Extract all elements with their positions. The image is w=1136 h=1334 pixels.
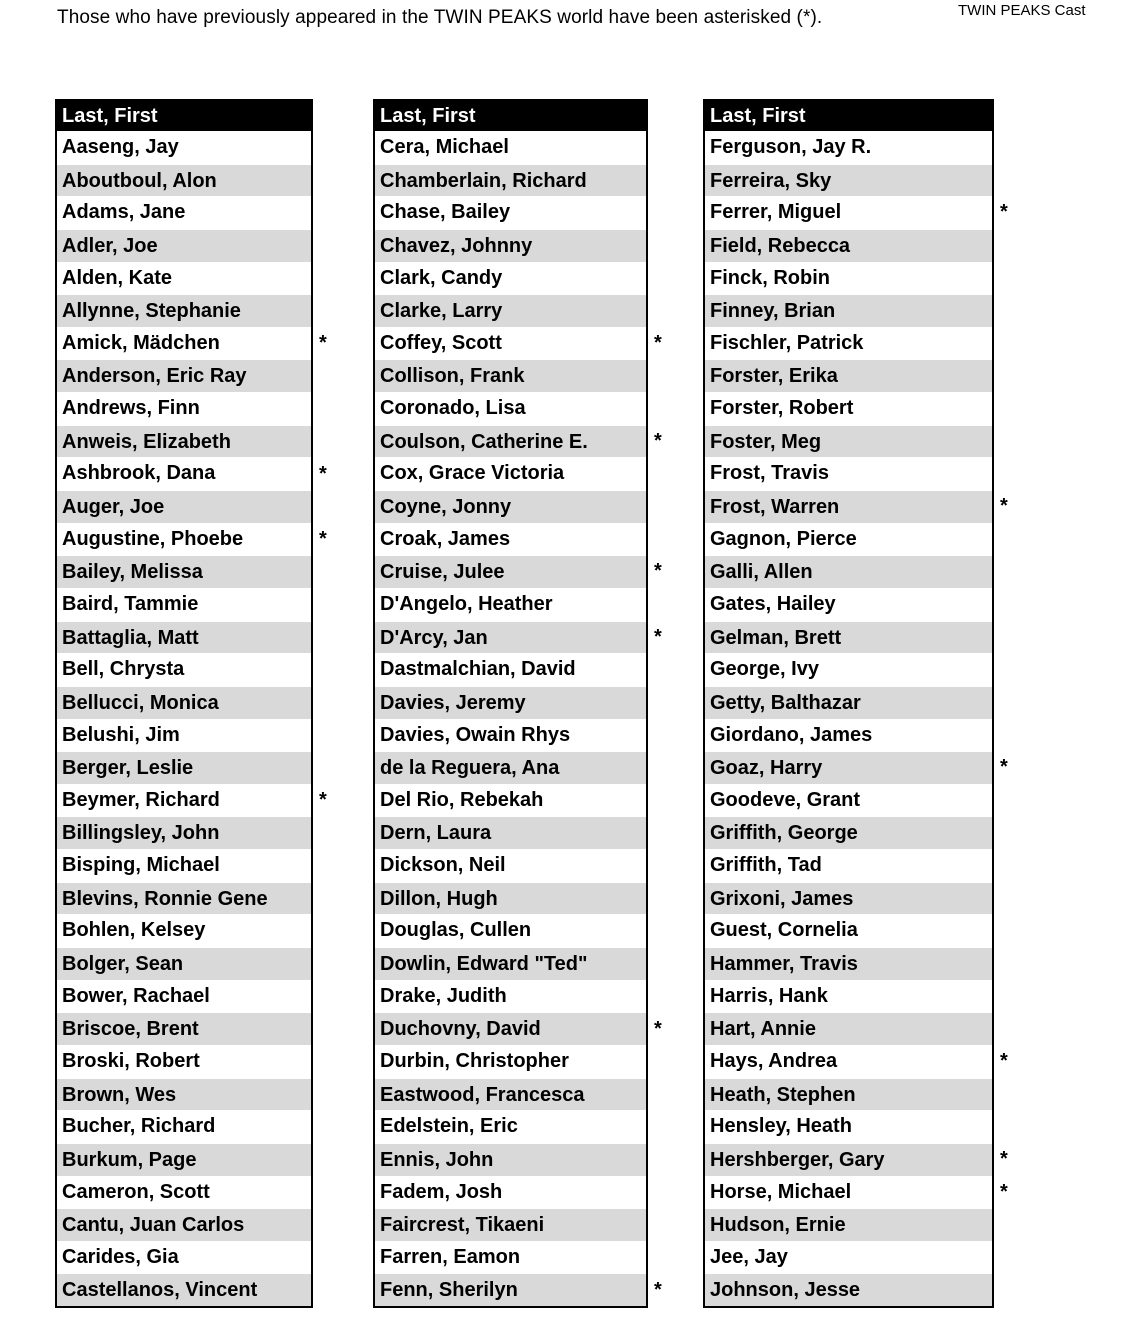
cast-row [375,1110,646,1143]
cast-name: Bailey, Melissa [62,561,203,584]
asterisk-mark: * [1000,1050,1008,1073]
cast-row [57,653,311,686]
cast-row [57,980,311,1013]
cast-name: Goodeve, Grant [710,788,861,811]
cast-column-2 [373,99,662,1308]
cast-name: Eastwood, Francesca [380,1083,585,1106]
cast-name: Anderson, Eric Ray [62,365,247,388]
cast-row [375,1078,646,1111]
cast-row [705,262,992,295]
cast-name: Drake, Judith [380,984,507,1007]
cast-row [375,294,646,327]
cast-name: Heath, Stephen [710,1083,856,1106]
cast-row [57,1273,311,1306]
cast-row [375,1273,646,1306]
cast-name: Anweis, Elizabeth [62,430,231,453]
cast-row [705,686,992,719]
cast-name: Gagnon, Pierce [710,527,857,550]
cast-name: Dastmalchian, David [380,658,576,681]
cast-row [57,1143,311,1176]
cast-row [705,751,992,784]
cast-row [375,980,646,1013]
cast-name: Galli, Allen [710,561,813,584]
cast-name: Adams, Jane [62,201,186,224]
cast-name: Johnson, Jesse [710,1279,861,1302]
column-header: Last, First [705,101,992,131]
asterisk-mark: * [654,1278,662,1301]
cast-name: Hammer, Travis [710,953,858,976]
cast-column-1 [55,99,327,1308]
cast-name: Giordano, James [710,723,873,746]
cast-table [703,99,994,1308]
cast-name: Coronado, Lisa [380,397,526,420]
cast-row [375,914,646,947]
cast-row [705,523,992,556]
cast-row [57,947,311,980]
cast-name: Duchovny, David [380,1018,541,1041]
cast-name: Beymer, Richard [62,788,220,811]
cast-name: Field, Rebecca [710,234,851,257]
cast-row [57,327,311,360]
cast-row [375,816,646,849]
cast-name: Croak, James [380,527,511,550]
cast-row [57,294,311,327]
column-header: Last, First [57,101,311,131]
cast-row [375,359,646,392]
cast-row [375,164,646,197]
asterisk-mark: * [319,331,327,354]
cast-row [705,653,992,686]
cast-row [705,1110,992,1143]
cast-row [705,131,992,164]
cast-name: Cera, Michael [380,136,509,158]
cast-row [705,294,992,327]
cast-row [375,1045,646,1078]
cast-row [57,1110,311,1143]
cast-name: Aboutboul, Alon [62,169,217,192]
cast-name: Ennis, John [380,1148,494,1171]
cast-row [375,1176,646,1209]
cast-row [705,980,992,1013]
cast-row [705,947,992,980]
cast-name: Gates, Hailey [710,592,836,615]
cast-row [375,1012,646,1045]
cast-name: Aaseng, Jay [62,136,179,158]
cast-name: Bell, Chrysta [62,658,185,681]
cast-row [375,719,646,752]
cast-row [57,1241,311,1274]
cast-row [57,914,311,947]
cast-name: Chase, Bailey [380,201,511,224]
cast-name: Ashbrook, Dana [62,462,216,485]
cast-row [705,914,992,947]
cast-name: Billingsley, John [62,822,220,845]
cast-row [57,621,311,654]
cast-row [705,849,992,882]
cast-name: Collison, Frank [380,365,525,388]
cast-name: Faircrest, Tikaeni [380,1214,545,1237]
cast-row [375,686,646,719]
cast-name: Bohlen, Kelsey [62,919,206,942]
cast-row [375,588,646,621]
cast-name: de la Reguera, Ana [380,757,560,780]
cast-name: Ferguson, Jay R. [710,136,872,158]
cast-name: Fadem, Josh [380,1180,503,1203]
cast-row [705,719,992,752]
cast-name: Hays, Andrea [710,1049,838,1072]
cast-row [57,229,311,262]
cast-row [375,229,646,262]
asterisk-mark: * [654,429,662,452]
cast-name: Broski, Robert [62,1049,200,1072]
cast-name: Castellanos, Vincent [62,1279,258,1302]
cast-name: Dowlin, Edward "Ted" [380,953,588,976]
cast-row [705,359,992,392]
cast-name: Hudson, Ernie [710,1214,846,1237]
cast-name: Clarke, Larry [380,300,503,323]
cast-name: Cameron, Scott [62,1180,210,1203]
cast-row [375,523,646,556]
cast-name: Dickson, Neil [380,854,506,877]
cast-row [375,262,646,295]
cast-table [373,99,648,1308]
cast-name: Horse, Michael [710,1180,852,1203]
cast-row [705,1241,992,1274]
cast-row [375,849,646,882]
cast-name: Fenn, Sherilyn [380,1279,518,1302]
cast-row [705,1143,992,1176]
cast-row [57,784,311,817]
cast-name: Douglas, Cullen [380,919,532,942]
asterisk-mark: * [1000,756,1008,779]
cast-name: Briscoe, Brent [62,1018,199,1041]
cast-name: Gelman, Brett [710,626,842,649]
cast-row [705,1078,992,1111]
cast-row [57,196,311,229]
cast-row [57,262,311,295]
cast-row [705,1208,992,1241]
cast-row [705,816,992,849]
cast-name: Allynne, Stephanie [62,300,241,323]
cast-row [375,1208,646,1241]
asterisk-mark: * [1000,495,1008,518]
cast-row [705,784,992,817]
cast-row [375,392,646,425]
cast-row [57,425,311,458]
cast-name: Frost, Travis [710,462,829,485]
asterisk-mark: * [654,1017,662,1040]
cast-name: Ferreira, Sky [710,169,832,192]
cast-row [57,1078,311,1111]
cast-name: Fischler, Patrick [710,331,864,354]
asterisk-mark: * [1000,1180,1008,1203]
cast-row [705,327,992,360]
cast-row [375,1143,646,1176]
cast-row [57,588,311,621]
cast-row [375,947,646,980]
cast-row [705,164,992,197]
cast-row [57,849,311,882]
cast-row [375,131,646,164]
cast-row [375,751,646,784]
corner-label: TWIN PEAKS Cast [958,2,1086,19]
cast-row [705,1045,992,1078]
cast-row [375,621,646,654]
cast-row [375,555,646,588]
cast-name: Griffith, George [710,822,858,845]
asterisk-mark: * [654,331,662,354]
cast-row [705,1273,992,1306]
cast-name: Blevins, Ronnie Gene [62,887,268,910]
cast-name: Davies, Jeremy [380,691,526,714]
cast-name: Guest, Cornelia [710,919,858,942]
asterisk-mark: * [319,789,327,811]
cast-row [57,555,311,588]
cast-row [705,1176,992,1209]
cast-row [57,719,311,752]
cast-name: Griffith, Tad [710,854,822,877]
cast-name: Coyne, Jonny [380,496,512,519]
cast-name: Bolger, Sean [62,953,184,976]
cast-row [57,1012,311,1045]
cast-row [57,359,311,392]
cast-row [705,425,992,458]
cast-name: Alden, Kate [62,266,173,289]
cast-row [57,1045,311,1078]
cast-name: Dillon, Hugh [380,887,498,910]
cast-row [57,1176,311,1209]
asterisk-mark: * [319,462,327,485]
cast-name: Hart, Annie [710,1018,816,1041]
cast-row [57,164,311,197]
cast-name: Hensley, Heath [710,1115,852,1138]
cast-name: Frost, Warren [710,496,840,519]
cast-name: Bucher, Richard [62,1115,216,1138]
cast-row [375,653,646,686]
cast-row [705,621,992,654]
cast-row [375,196,646,229]
cast-name: Cox, Grace Victoria [380,462,565,485]
cast-row [57,457,311,490]
cast-name: Coulson, Catherine E. [380,430,588,453]
cast-row [375,327,646,360]
cast-row [57,490,311,523]
cast-row [375,1241,646,1274]
cast-name: Dern, Laura [380,822,492,845]
cast-name: Auger, Joe [62,496,165,519]
cast-row [57,816,311,849]
cast-name: Finck, Robin [710,266,830,289]
cast-name: Edelstein, Eric [380,1115,518,1138]
cast-name: Foster, Meg [710,430,822,453]
cast-name: Goaz, Harry [710,757,823,780]
cast-name: Forster, Robert [710,397,854,420]
cast-name: Andrews, Finn [62,397,200,420]
cast-row [705,392,992,425]
cast-row [705,882,992,915]
cast-name: Grixoni, James [710,887,854,910]
cast-row [705,555,992,588]
cast-row [375,784,646,817]
cast-row [705,490,992,523]
cast-column-3 [703,99,1008,1308]
cast-name: Burkum, Page [62,1148,197,1171]
cast-row [57,882,311,915]
cast-row [57,1208,311,1241]
asterisk-mark: * [1000,201,1008,224]
cast-row [57,751,311,784]
cast-row [705,1012,992,1045]
cast-name: Jee, Jay [710,1245,788,1268]
cast-name: Finney, Brian [710,300,836,323]
cast-row [57,523,311,556]
cast-name: D'Angelo, Heather [380,592,553,615]
cast-name: Carides, Gia [62,1245,179,1268]
cast-table [55,99,313,1308]
cast-name: Durbin, Christopher [380,1049,569,1072]
cast-name: Battaglia, Matt [62,626,199,649]
cast-name: Augustine, Phoebe [62,527,244,550]
cast-row [705,457,992,490]
cast-name: Coffey, Scott [380,331,502,354]
cast-name: Del Rio, Rebekah [380,788,544,811]
cast-name: Davies, Owain Rhys [380,723,571,746]
cast-row [57,686,311,719]
cast-row [705,196,992,229]
cast-name: Hershberger, Gary [710,1148,885,1171]
cast-row [375,425,646,458]
cast-name: Bisping, Michael [62,854,220,877]
cast-name: Cantu, Juan Carlos [62,1214,245,1237]
cast-name: Brown, Wes [62,1083,177,1106]
cast-name: Forster, Erika [710,365,838,388]
cast-row [375,457,646,490]
cast-name: Harris, Hank [710,984,828,1007]
intro-note: Those who have previously appeared in the TWIN PEAKS world have been asterisked (*). [57,7,823,28]
cast-name: George, Ivy [710,658,819,681]
cast-row [705,588,992,621]
asterisk-mark: * [654,560,662,583]
cast-name: Farren, Eamon [380,1245,521,1268]
cast-name: Amick, Mädchen [62,331,220,354]
cast-name: Getty, Balthazar [710,691,861,714]
cast-name: Chavez, Johnny [380,234,533,257]
cast-name: Ferrer, Miguel [710,201,842,224]
asterisk-mark: * [1000,1148,1008,1171]
cast-name: Baird, Tammie [62,592,199,615]
cast-row [57,131,311,164]
cast-name: Chamberlain, Richard [380,169,587,192]
asterisk-mark: * [319,527,327,550]
cast-name: Belushi, Jim [62,723,180,746]
cast-name: Adler, Joe [62,234,158,257]
cast-row [375,882,646,915]
cast-name: Clark, Candy [380,266,503,289]
cast-row [705,229,992,262]
cast-name: D'Arcy, Jan [380,626,488,649]
cast-row [375,490,646,523]
asterisk-mark: * [654,625,662,648]
column-header: Last, First [375,101,646,131]
cast-name: Berger, Leslie [62,757,194,780]
cast-row [57,392,311,425]
cast-name: Bellucci, Monica [62,691,219,714]
cast-name: Bower, Rachael [62,984,210,1007]
cast-name: Cruise, Julee [380,561,505,584]
